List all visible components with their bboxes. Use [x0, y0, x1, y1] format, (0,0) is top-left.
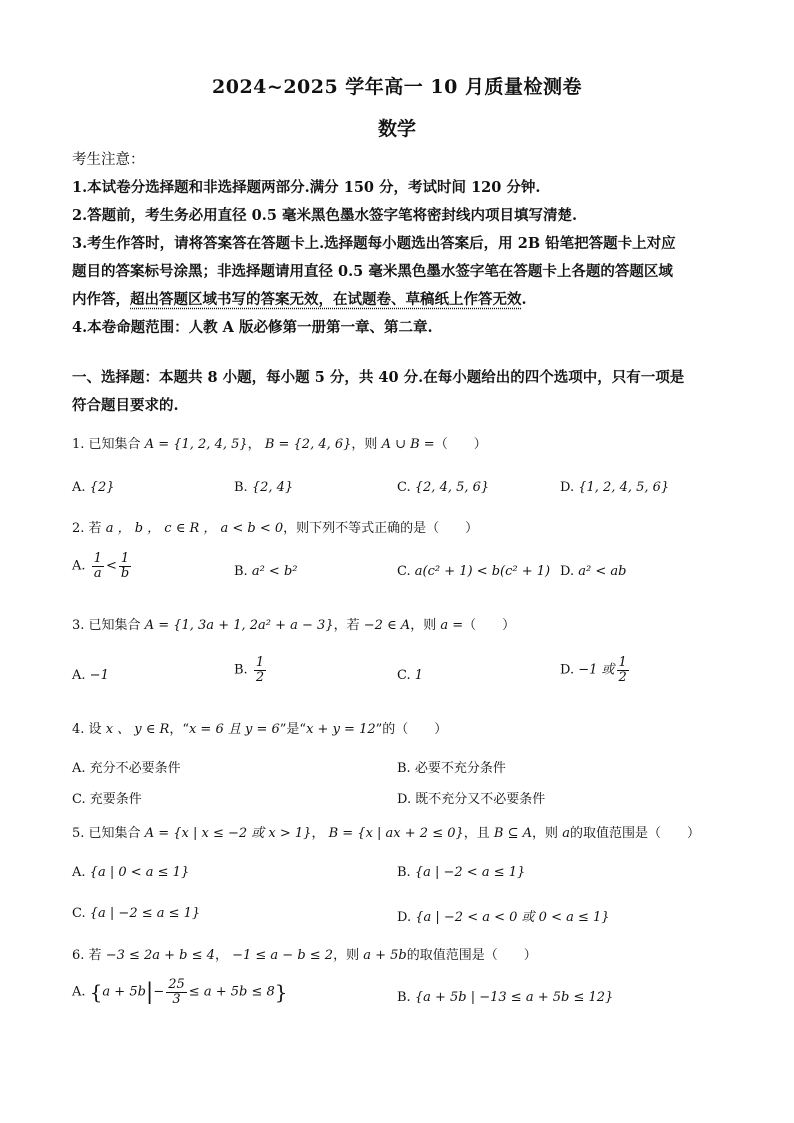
- math-expression: a + 5b: [363, 948, 407, 963]
- question-2-stem: [72, 517, 732, 536]
- fraction-denominator: b: [120, 565, 130, 581]
- option-letter: A.: [72, 558, 86, 574]
- math-expression: {2, 4, 5, 6}: [414, 480, 490, 495]
- math-expression: B = {x | ax + 2 ≤ 0}: [328, 826, 464, 841]
- section-heading: [72, 364, 732, 420]
- question-text: ，: [214, 948, 228, 963]
- notice-item-3-line-3: [72, 286, 732, 314]
- notice-period: .: [521, 291, 527, 308]
- question-text: 的取值范围是（ ）: [406, 948, 537, 963]
- notice-block: [72, 146, 732, 342]
- question-5-stem: [72, 822, 732, 841]
- math-expression: A = {x | x ≤ −2 或 x > 1}: [144, 826, 312, 841]
- question-text: 1. 已知集合: [72, 437, 141, 452]
- fraction-denominator: 3: [172, 991, 181, 1007]
- question-text: 3. 已知集合: [72, 618, 141, 633]
- fraction-numerator: 1: [618, 655, 627, 670]
- notice-item-1: 1.本试卷分选择题和非选择题两部分.满分 150 分，考试时间 120 分钟.: [72, 179, 541, 196]
- math-operator: −: [153, 984, 165, 1000]
- question-text: （ ）: [463, 618, 516, 633]
- question-4-option-d[interactable]: D. 既不充分又不必要条件: [397, 792, 546, 807]
- option-letter: B.: [397, 990, 411, 1005]
- math-expression: {a | −2 < a < 0 或 0 < a ≤ 1}: [415, 910, 610, 925]
- fraction-denominator: 2: [255, 669, 265, 685]
- option-letter: C.: [397, 480, 411, 495]
- emphasized-notice-text: 超出答题区域书写的答案无效，在试题卷、草稿纸上作答无效: [130, 291, 522, 308]
- option-letter: B.: [234, 564, 248, 579]
- math-expression: {a | −2 < a ≤ 1}: [414, 865, 526, 880]
- notice-item-4: 4.本卷命题范围：人教 A 版必修第一册第一章、第二章.: [72, 319, 433, 336]
- set-bar-icon: |: [145, 979, 154, 1005]
- fraction: [92, 552, 104, 580]
- question-text: ，: [247, 437, 261, 452]
- question-2-option-a[interactable]: [72, 552, 133, 580]
- question-4-option-a[interactable]: A. 充分不必要条件: [72, 761, 181, 776]
- option-letter: C.: [397, 668, 411, 683]
- question-5-option-a[interactable]: [72, 865, 189, 880]
- fraction-denominator: 2: [618, 669, 627, 685]
- question-text: ，“: [169, 722, 189, 737]
- question-text: ，且: [463, 826, 490, 841]
- question-text: ，则: [351, 437, 378, 452]
- fraction: [119, 552, 131, 580]
- option-letter: C.: [72, 906, 86, 921]
- math-expression: x 、 y ∈ R: [105, 722, 170, 737]
- math-expression: a: [562, 826, 570, 841]
- option-letter: B.: [234, 480, 248, 495]
- fraction: [617, 656, 629, 684]
- math-expression: A ∪ B =: [381, 437, 435, 452]
- math-expression: a =: [440, 618, 464, 633]
- question-3-option-d[interactable]: [560, 656, 631, 684]
- fraction: [166, 978, 187, 1006]
- exam-title: 2024~2025 学年高一 10 月质量检测卷: [212, 76, 582, 98]
- question-text: 2. 若: [72, 521, 102, 536]
- math-expression: {a + 5b | −13 ≤ a + 5b ≤ 12}: [414, 990, 614, 1005]
- math-expression: 1: [414, 668, 424, 683]
- question-5-option-c[interactable]: [72, 906, 200, 921]
- option-letter: D.: [560, 564, 575, 579]
- question-3-option-c[interactable]: [397, 668, 423, 683]
- math-expression: −3 ≤ 2a + b ≤ 4: [105, 948, 215, 963]
- question-text: ”是“: [279, 722, 307, 737]
- fraction: [254, 656, 266, 684]
- math-expression: a + 5b: [102, 984, 146, 1000]
- question-text: ，则: [532, 826, 559, 841]
- fraction-numerator: 1: [255, 655, 265, 670]
- math-expression: a² < ab: [578, 564, 627, 579]
- fraction-numerator: 1: [120, 551, 130, 566]
- question-text: ，若: [333, 618, 360, 633]
- question-2-option-c[interactable]: [397, 564, 550, 579]
- fraction-denominator: a: [93, 565, 102, 581]
- question-text: 6. 若: [72, 948, 102, 963]
- math-expression: −2 ∈ A: [363, 618, 411, 633]
- question-6-stem: [72, 944, 732, 963]
- subject-title: 数学: [377, 118, 416, 140]
- question-text: ，: [311, 826, 325, 841]
- question-text: ，则: [333, 948, 360, 963]
- question-5-option-b[interactable]: [397, 865, 525, 880]
- math-expression: x = 6 且 y = 6: [188, 722, 280, 737]
- math-expression: a ， b ， c ∈ R ， a < b < 0: [105, 521, 284, 536]
- math-expression: −1 或: [578, 662, 615, 678]
- math-expression: −1: [89, 668, 109, 683]
- question-text: 的取值范围是（ ）: [569, 826, 700, 841]
- question-2-option-d[interactable]: [560, 564, 626, 579]
- question-text: ，则: [410, 618, 437, 633]
- math-operator: <: [105, 558, 117, 574]
- option-letter: B.: [397, 865, 411, 880]
- question-6-option-b[interactable]: [397, 990, 613, 1005]
- section-heading-line-2: 符合题目要求的.: [72, 397, 179, 414]
- math-expression: a² < b²: [251, 564, 298, 579]
- notice-item-2: 2.答题前，考生务必用直径 0.5 毫米黑色墨水签字笔将密封线内项目填写清楚.: [72, 207, 578, 224]
- question-3-option-a[interactable]: [72, 668, 109, 683]
- fraction-numerator: 1: [93, 551, 102, 566]
- question-3-option-b[interactable]: [234, 656, 268, 684]
- math-expression: {2}: [89, 480, 115, 495]
- question-1-option-a[interactable]: [72, 480, 115, 495]
- notice-heading: 考生注意：: [72, 152, 145, 168]
- math-expression: B = {2, 4, 6}: [264, 437, 352, 452]
- question-text: ，则下列不等式正确的是（ ）: [283, 521, 479, 536]
- fraction-numerator: 25: [168, 977, 185, 992]
- math-expression: a(c² + 1) < b(c² + 1): [414, 564, 551, 579]
- math-expression: {1, 2, 4, 5, 6}: [578, 480, 670, 495]
- question-4-stem: [72, 718, 732, 737]
- math-expression: {a | −2 ≤ a ≤ 1}: [89, 906, 201, 921]
- option-letter: B.: [234, 662, 248, 678]
- option-letter: A.: [72, 865, 86, 880]
- math-expression: B ⊆ A: [493, 826, 533, 841]
- question-text: 4. 设: [72, 722, 102, 737]
- math-expression: x + y = 12: [306, 722, 376, 737]
- question-1-option-b[interactable]: [234, 480, 293, 495]
- question-text: （ ）: [434, 437, 487, 452]
- notice-item-3-line-2: 题目的答案标号涂黑；非选择题请用直径 0.5 毫米黑色墨水签字笔在答题卡上各题的答题区域: [72, 263, 673, 280]
- math-expression: {2, 4}: [251, 480, 294, 495]
- question-5-option-d[interactable]: [397, 906, 610, 925]
- option-letter: A.: [72, 984, 86, 1000]
- question-4-option-c[interactable]: C. 充要条件: [72, 792, 142, 807]
- question-3-stem: [72, 614, 732, 633]
- math-expression: {a | 0 < a ≤ 1}: [89, 865, 190, 880]
- math-expression: A = {1, 3a + 1, 2a² + a − 3}: [144, 618, 334, 633]
- question-1-option-c[interactable]: [397, 480, 489, 495]
- option-letter: C.: [397, 564, 411, 579]
- option-letter: D.: [560, 480, 575, 495]
- math-expression: ≤ a + 5b ≤ 8: [188, 984, 275, 1000]
- question-1-option-d[interactable]: [560, 480, 669, 495]
- question-text: ”的（ ）: [375, 722, 448, 737]
- question-2-option-b[interactable]: [234, 564, 297, 579]
- notice-item-3-line-1: 3.考生作答时，请将答案答在答题卡上.选择题每小题选出答案后，用 2B 铅笔把答题卡上对应: [72, 235, 676, 252]
- option-letter: D.: [397, 910, 412, 925]
- right-brace-icon: }: [274, 980, 288, 1005]
- math-expression: −1 ≤ a − b ≤ 2: [232, 948, 334, 963]
- question-4-option-b[interactable]: B. 必要不充分条件: [397, 761, 506, 776]
- option-letter: D.: [560, 662, 575, 678]
- question-text: 5. 已知集合: [72, 826, 141, 841]
- notice-text: 内作答，: [72, 291, 130, 308]
- math-expression: A = {1, 2, 4, 5}: [144, 437, 248, 452]
- question-1-stem: [72, 433, 732, 452]
- question-6-option-a[interactable]: [72, 978, 288, 1006]
- section-heading-line-1: 一、选择题：本题共 8 小题，每小题 5 分，共 40 分.在每小题给出的四个选项中，只有一项是: [72, 369, 685, 386]
- option-letter: A.: [72, 668, 86, 683]
- option-letter: A.: [72, 480, 86, 495]
- left-brace-icon: {: [89, 980, 103, 1005]
